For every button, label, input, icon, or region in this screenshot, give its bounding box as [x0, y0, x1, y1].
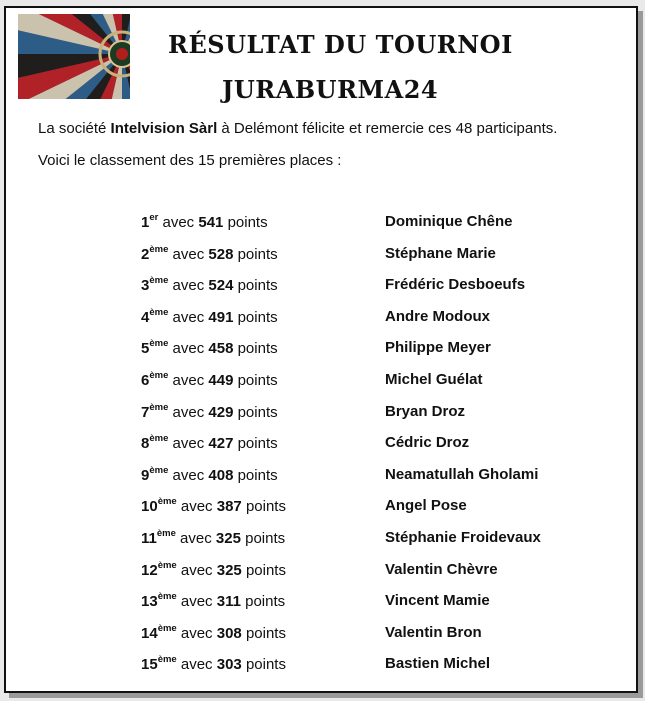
rank-ordinal: er — [149, 212, 159, 223]
intro-suffix: à Delémont félicite et remercie ces 48 participants. — [217, 120, 558, 137]
points-unit: points — [237, 403, 278, 421]
points-value: 387 — [216, 498, 242, 516]
player-name: Michel Guélat — [385, 370, 483, 388]
avec-label: avec — [180, 529, 212, 547]
ranking-row — [0, 210, 645, 242]
avec-label: avec — [180, 593, 213, 611]
rank-place: 2 — [141, 245, 150, 263]
avec-label: avec — [180, 561, 213, 579]
rank-place: 7 — [141, 403, 150, 421]
ranking-row — [0, 400, 645, 432]
rank-place: 5 — [141, 340, 150, 358]
player-name: Valentin Bron — [385, 623, 482, 641]
ranking-intro: Voici le classement des 15 premières places : — [38, 152, 342, 169]
points-value: 449 — [208, 371, 234, 389]
rank-place: 8 — [141, 435, 150, 453]
rank-cell — [141, 561, 286, 579]
rank-place: 15 — [141, 656, 158, 674]
rank-ordinal: ème — [149, 433, 169, 445]
points-value: 325 — [216, 561, 242, 579]
points-unit: points — [237, 435, 278, 453]
player-name: Bryan Droz — [385, 402, 466, 420]
rank-ordinal: ème — [156, 527, 176, 539]
points-unit: points — [245, 593, 286, 611]
player-name: Valentin Chèvre — [385, 560, 498, 578]
player-name: Neamatullah Gholami — [385, 465, 539, 483]
rank-ordinal: ème — [149, 401, 169, 413]
player-name: Stéphanie Froidevaux — [385, 528, 541, 546]
ranking-row — [0, 368, 645, 400]
points-unit: points — [245, 624, 286, 642]
ranking-row — [0, 494, 645, 526]
tournament-name: JURABURMA24 — [222, 75, 439, 104]
player-name: Cédric Droz — [385, 434, 470, 452]
ranking-row — [0, 336, 645, 368]
rank-place: 10 — [141, 498, 158, 516]
points-unit: points — [237, 308, 278, 326]
rank-place: 14 — [141, 624, 158, 642]
rank-place: 3 — [141, 277, 150, 295]
ranking-row — [0, 589, 645, 621]
player-name: Andre Modoux — [385, 307, 490, 325]
avec-label: avec — [172, 466, 205, 484]
player-name: Bastien Michel — [385, 655, 491, 673]
company-name: Intelvision Sàrl — [110, 120, 218, 137]
ranking-row — [0, 652, 645, 684]
ranking-row — [0, 558, 645, 590]
avec-label: avec — [180, 624, 213, 642]
rank-cell — [141, 624, 286, 642]
points-value: 458 — [208, 340, 234, 358]
points-value: 541 — [198, 214, 224, 231]
rank-cell — [141, 466, 278, 484]
ranking-row — [0, 463, 645, 495]
avec-label: avec — [180, 498, 213, 516]
rank-ordinal: ème — [157, 622, 177, 634]
points-value: 303 — [216, 656, 242, 674]
rank-cell — [141, 245, 278, 263]
rank-ordinal: ème — [149, 369, 169, 381]
points-value: 524 — [208, 277, 234, 295]
rank-cell — [141, 529, 285, 547]
avec-label: avec — [180, 656, 213, 674]
points-value: 528 — [208, 245, 234, 263]
rank-ordinal: ème — [157, 654, 177, 666]
rank-cell — [141, 434, 278, 452]
rank-place: 12 — [141, 561, 158, 579]
rank-place: 4 — [141, 308, 150, 326]
rank-cell — [141, 308, 278, 326]
rank-cell — [141, 403, 278, 421]
points-value: 427 — [208, 435, 234, 453]
avec-label: avec — [172, 403, 205, 421]
page-title: RÉSULTAT DU TOURNOI — [168, 30, 513, 59]
avec-label: avec — [162, 214, 195, 231]
player-name: Vincent Mamie — [385, 592, 490, 610]
rank-cell — [141, 592, 285, 610]
points-unit: points — [245, 529, 286, 547]
ranking-row — [0, 305, 645, 337]
ranking-row — [0, 242, 645, 274]
rank-place: 9 — [141, 466, 150, 484]
points-unit: points — [245, 561, 286, 579]
intro-prefix: La société — [38, 120, 111, 137]
rank-ordinal: ème — [157, 559, 177, 571]
player-name: Dominique Chêne — [385, 213, 513, 230]
ranking-row — [0, 431, 645, 463]
rank-ordinal: ème — [157, 591, 177, 603]
rank-cell — [141, 276, 278, 294]
rank-place: 11 — [141, 529, 157, 547]
points-value: 325 — [215, 529, 241, 547]
avec-label: avec — [172, 308, 205, 326]
points-unit: points — [245, 498, 286, 516]
points-unit: points — [237, 277, 278, 295]
player-name: Stéphane Marie — [385, 244, 496, 262]
ranking-list — [0, 210, 645, 684]
rank-place: 6 — [141, 371, 150, 389]
rank-place: 13 — [141, 593, 158, 611]
rank-cell — [141, 339, 278, 357]
points-unit: points — [245, 656, 286, 674]
rank-ordinal: ème — [149, 243, 169, 255]
player-name: Angel Pose — [385, 497, 467, 515]
rank-cell — [141, 497, 286, 515]
rank-place: 1 — [141, 214, 150, 231]
points-value: 308 — [216, 624, 242, 642]
points-unit: points — [237, 340, 278, 358]
points-value: 491 — [208, 308, 234, 326]
points-value: 311 — [216, 593, 241, 611]
rank-ordinal: ème — [149, 306, 169, 318]
rank-ordinal: ème — [149, 464, 169, 476]
rank-ordinal: ème — [157, 496, 177, 508]
player-name: Philippe Meyer — [385, 339, 491, 357]
player-name: Frédéric Desboeufs — [385, 276, 526, 294]
avec-label: avec — [172, 340, 205, 358]
points-value: 408 — [208, 466, 234, 484]
avec-label: avec — [172, 277, 205, 295]
ranking-row — [0, 526, 645, 558]
avec-label: avec — [172, 435, 205, 453]
avec-label: avec — [172, 371, 205, 389]
rank-ordinal: ème — [149, 275, 169, 287]
points-unit: points — [237, 466, 278, 484]
points-unit: points — [237, 371, 278, 389]
avec-label: avec — [172, 245, 205, 263]
rank-cell — [141, 655, 286, 673]
rank-cell — [141, 213, 268, 231]
ranking-row — [0, 621, 645, 653]
points-value: 429 — [208, 403, 234, 421]
points-unit: points — [237, 245, 278, 263]
ranking-row — [0, 273, 645, 305]
rank-ordinal: ème — [149, 338, 169, 350]
rank-cell — [141, 371, 278, 389]
dartboard-icon — [18, 14, 130, 99]
intro-paragraph — [38, 120, 557, 137]
dartboard-image — [18, 14, 130, 99]
points-unit: points — [227, 214, 268, 231]
